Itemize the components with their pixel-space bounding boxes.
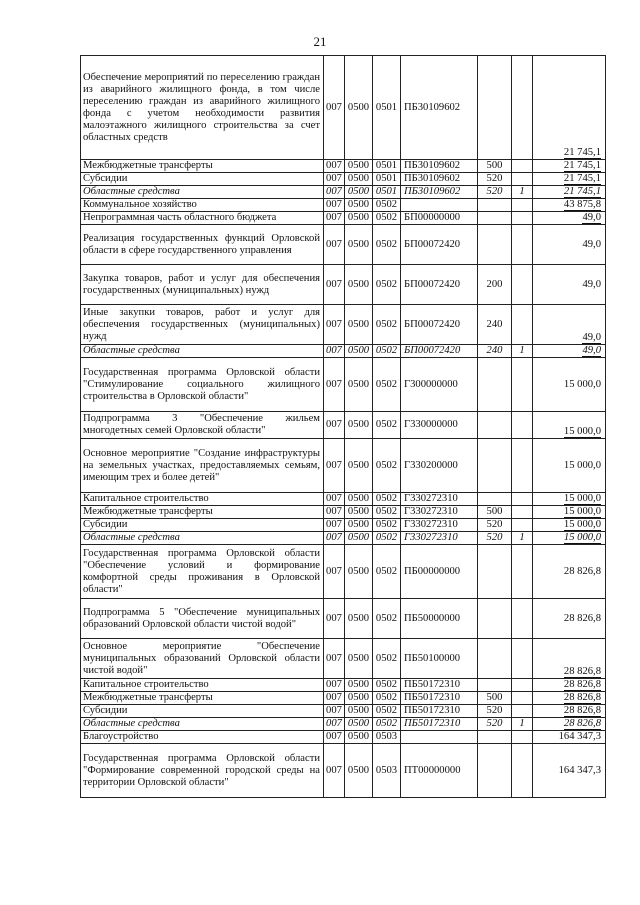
row-subsection-code: 0502 [373,599,401,639]
row-amount [533,56,606,160]
row-name: Межбюджетные трансферты [81,506,324,519]
row-expense-type [478,412,512,439]
table-body [81,56,606,798]
row-name: Коммунальное хозяйство [81,199,324,212]
amount-value: 21 745,1 [563,173,601,184]
row-fund-source [512,56,533,160]
row-expense-type [478,744,512,798]
row-section-code: 0500 [345,345,373,358]
row-expense-type: 240 [478,345,512,358]
row-name: Благоустройство [81,731,324,744]
table-row [81,692,606,705]
row-target-code: Г330272310 [401,506,478,519]
row-amount [533,506,606,519]
row-target-code: Г300000000 [401,358,478,412]
row-name: Обеспечение мероприятий по переселению граждан из аварийного жилищного фонда, в том числе переселению граждан из аварийного жилищного фонда с учетом необходимости развития малоэтажного жилищного строительства за счет областных средств [81,56,324,160]
row-amount [533,265,606,305]
table-row [81,532,606,545]
amount-value: 21 745,1 [563,186,601,197]
page-number: 21 [313,34,327,49]
row-target-code: ПБ50172310 [401,705,478,718]
row-fund-source [512,639,533,679]
row-amount [533,186,606,199]
row-amount [533,358,606,412]
amount-value: 49,0 [582,278,601,290]
row-expense-type [478,493,512,506]
row-subsection-code: 0502 [373,225,401,265]
amount-value: 15 000,0 [563,493,601,504]
row-name: Основное мероприятие "Создание инфраструктуры на земельных участках, предоставляемых семьям, имеющим трех и более детей" [81,439,324,493]
row-expense-type [478,545,512,599]
row-expense-type: 520 [478,173,512,186]
row-expense-type: 500 [478,692,512,705]
row-expense-type [478,731,512,744]
row-dept-code: 007 [324,519,345,532]
row-name: Субсидии [81,519,324,532]
row-target-code: ПБ30109602 [401,160,478,173]
table-row [81,186,606,199]
row-amount [533,545,606,599]
row-amount [533,160,606,173]
row-subsection-code: 0502 [373,545,401,599]
row-dept-code: 007 [324,692,345,705]
row-expense-type [478,199,512,212]
row-dept-code: 007 [324,412,345,439]
row-name: Подпрограмма 3 "Обеспечение жильем многодетных семей Орловской области" [81,412,324,439]
row-name: Государственная программа Орловской области "Формирование современной городской среды на территории Орловской области" [81,744,324,798]
row-dept-code: 007 [324,265,345,305]
row-target-code: ПБ50100000 [401,639,478,679]
row-amount [533,345,606,358]
row-subsection-code: 0503 [373,731,401,744]
row-section-code: 0500 [345,305,373,345]
amount-value: 28 826,8 [563,718,601,729]
row-target-code: Г330272310 [401,519,478,532]
row-expense-type: 200 [478,265,512,305]
row-amount [533,692,606,705]
row-fund-source [512,212,533,225]
row-subsection-code: 0501 [373,160,401,173]
row-expense-type [478,358,512,412]
row-target-code: БП00072420 [401,345,478,358]
row-dept-code: 007 [324,679,345,692]
amount-value: 164 347,3 [558,731,601,742]
row-section-code: 0500 [345,639,373,679]
row-dept-code: 007 [324,744,345,798]
table-row [81,639,606,679]
table-row [81,56,606,160]
amount-value: 15 000,0 [563,532,601,543]
row-name: Капитальное строительство [81,493,324,506]
budget-table [80,55,606,798]
row-amount [533,705,606,718]
row-target-code: ПБ30109602 [401,56,478,160]
row-amount [533,639,606,679]
row-expense-type: 500 [478,506,512,519]
table-row [81,493,606,506]
amount-value: 28 826,8 [563,679,601,690]
row-subsection-code: 0501 [373,173,401,186]
row-section-code: 0500 [345,186,373,199]
row-section-code: 0500 [345,679,373,692]
row-target-code: Г330272310 [401,532,478,545]
row-expense-type: 240 [478,305,512,345]
amount-value: 49,0 [582,345,601,356]
amount-value: 28 826,8 [563,612,601,624]
row-fund-source [512,599,533,639]
row-name: Основное мероприятие "Обеспечение муниципальных образований Орловской области чистой водой" [81,639,324,679]
amount-value: 28 826,8 [563,565,601,577]
row-subsection-code: 0502 [373,532,401,545]
row-section-code: 0500 [345,160,373,173]
row-section-code: 0500 [345,56,373,160]
table-row [81,439,606,493]
row-amount [533,532,606,545]
amount-value: 49,0 [582,212,601,223]
row-amount [533,679,606,692]
row-dept-code: 007 [324,639,345,679]
row-dept-code: 007 [324,186,345,199]
row-target-code: БП00072420 [401,305,478,345]
table-row [81,599,606,639]
row-fund-source: 1 [512,345,533,358]
row-subsection-code: 0502 [373,519,401,532]
row-dept-code: 007 [324,705,345,718]
row-amount [533,519,606,532]
row-dept-code: 007 [324,173,345,186]
row-section-code: 0500 [345,412,373,439]
row-expense-type [478,225,512,265]
row-expense-type [478,599,512,639]
row-section-code: 0500 [345,545,373,599]
row-subsection-code: 0502 [373,345,401,358]
row-amount [533,173,606,186]
row-name: Подпрограмма 5 "Обеспечение муниципальных образований Орловской области чистой водой" [81,599,324,639]
row-dept-code: 007 [324,225,345,265]
row-name: Областные средства [81,532,324,545]
amount-value: 49,0 [582,332,601,343]
amount-value: 15 000,0 [563,506,601,517]
row-section-code: 0500 [345,506,373,519]
table-row [81,545,606,599]
row-name: Закупка товаров, работ и услуг для обеспечения государственных (муниципальных) нужд [81,265,324,305]
row-amount [533,731,606,744]
amount-value: 28 826,8 [563,692,601,703]
table-row [81,345,606,358]
table-row [81,744,606,798]
row-amount [533,599,606,639]
amount-value: 28 826,8 [563,705,601,716]
row-fund-source [512,358,533,412]
row-subsection-code: 0502 [373,412,401,439]
row-amount [533,199,606,212]
amount-value: 15 000,0 [563,378,601,390]
row-amount [533,744,606,798]
row-subsection-code: 0502 [373,692,401,705]
row-expense-type: 520 [478,186,512,199]
row-name: Субсидии [81,705,324,718]
row-expense-type: 520 [478,519,512,532]
row-expense-type [478,639,512,679]
row-section-code: 0500 [345,599,373,639]
row-target-code: Г330200000 [401,439,478,493]
row-section-code: 0500 [345,692,373,705]
row-fund-source [512,493,533,506]
row-section-code: 0500 [345,439,373,493]
row-section-code: 0500 [345,493,373,506]
amount-value: 15 000,0 [563,426,601,437]
row-subsection-code: 0502 [373,305,401,345]
row-subsection-code: 0502 [373,199,401,212]
row-amount [533,412,606,439]
table-row [81,225,606,265]
row-fund-source [512,744,533,798]
row-expense-type [478,439,512,493]
row-section-code: 0500 [345,212,373,225]
row-dept-code: 007 [324,545,345,599]
row-name: Областные средства [81,186,324,199]
row-name: Реализация государственных функций Орловской области в сфере государственного управления [81,225,324,265]
amount-value: 21 745,1 [563,160,601,171]
row-target-code: ПБ30109602 [401,186,478,199]
row-fund-source [512,519,533,532]
row-expense-type [478,56,512,160]
row-name: Межбюджетные трансферты [81,692,324,705]
row-target-code [401,199,478,212]
row-fund-source [512,199,533,212]
row-fund-source [512,439,533,493]
row-subsection-code: 0502 [373,506,401,519]
row-fund-source [512,692,533,705]
row-subsection-code: 0501 [373,56,401,160]
row-target-code: ПБ50172310 [401,718,478,731]
row-expense-type: 500 [478,160,512,173]
amount-value: 43 875,8 [563,199,601,210]
row-target-code: ПБ30109602 [401,173,478,186]
table-row [81,705,606,718]
row-dept-code: 007 [324,439,345,493]
row-dept-code: 007 [324,506,345,519]
row-fund-source [512,506,533,519]
row-name: Капитальное строительство [81,679,324,692]
table-row [81,519,606,532]
table-row [81,718,606,731]
row-subsection-code: 0502 [373,265,401,305]
row-target-code: ПБ00000000 [401,545,478,599]
amount-value: 164 347,3 [558,764,601,776]
row-name: Государственная программа Орловской области "Стимулирование социального жилищного строительства в Орловской области" [81,358,324,412]
row-amount [533,305,606,345]
row-dept-code: 007 [324,160,345,173]
row-fund-source: 1 [512,718,533,731]
row-expense-type: 520 [478,705,512,718]
table-row [81,358,606,412]
row-name: Межбюджетные трансферты [81,160,324,173]
row-expense-type [478,212,512,225]
row-amount [533,439,606,493]
row-name: Субсидии [81,173,324,186]
table-row [81,199,606,212]
row-subsection-code: 0502 [373,679,401,692]
table-row [81,731,606,744]
row-section-code: 0500 [345,173,373,186]
row-expense-type: 520 [478,532,512,545]
row-section-code: 0500 [345,199,373,212]
row-target-code: ПТ00000000 [401,744,478,798]
row-subsection-code: 0502 [373,439,401,493]
row-subsection-code: 0502 [373,493,401,506]
table-row [81,265,606,305]
row-name: Областные средства [81,718,324,731]
row-dept-code: 007 [324,345,345,358]
row-fund-source [512,265,533,305]
row-section-code: 0500 [345,744,373,798]
row-fund-source [512,412,533,439]
table-row [81,160,606,173]
table-row [81,173,606,186]
amount-value: 15 000,0 [563,459,601,471]
row-target-code [401,731,478,744]
row-target-code: Г330000000 [401,412,478,439]
row-fund-source: 1 [512,532,533,545]
row-dept-code: 007 [324,731,345,744]
row-amount [533,718,606,731]
row-name: Областные средства [81,345,324,358]
row-subsection-code: 0503 [373,744,401,798]
row-expense-type [478,679,512,692]
row-subsection-code: 0502 [373,639,401,679]
row-dept-code: 007 [324,212,345,225]
row-dept-code: 007 [324,305,345,345]
row-dept-code: 007 [324,358,345,412]
row-section-code: 0500 [345,265,373,305]
row-dept-code: 007 [324,599,345,639]
row-amount [533,225,606,265]
row-name: Государственная программа Орловской области "Обеспечение условий и формирование комфортной среды проживания в Орловской области" [81,545,324,599]
row-name: Иные закупки товаров, работ и услуг для обеспечения государственных (муниципальных) нужд [81,305,324,345]
amount-value: 21 745,1 [563,147,601,158]
row-fund-source [512,545,533,599]
row-dept-code: 007 [324,532,345,545]
row-fund-source [512,705,533,718]
row-fund-source [512,160,533,173]
row-amount [533,493,606,506]
table-row [81,305,606,345]
row-subsection-code: 0502 [373,705,401,718]
row-fund-source: 1 [512,186,533,199]
row-target-code: БП00000000 [401,212,478,225]
row-amount [533,212,606,225]
row-dept-code: 007 [324,56,345,160]
row-fund-source [512,679,533,692]
amount-value: 15 000,0 [563,519,601,530]
table-row [81,679,606,692]
row-name: Непрограммная часть областного бюджета [81,212,324,225]
amount-value: 28 826,8 [563,666,601,677]
table-row [81,212,606,225]
row-section-code: 0500 [345,532,373,545]
row-subsection-code: 0502 [373,212,401,225]
row-fund-source [512,305,533,345]
row-target-code: Г330272310 [401,493,478,506]
table-row [81,506,606,519]
row-section-code: 0500 [345,225,373,265]
row-fund-source [512,225,533,265]
row-target-code: БП00072420 [401,265,478,305]
row-target-code: БП00072420 [401,225,478,265]
row-dept-code: 007 [324,718,345,731]
row-section-code: 0500 [345,705,373,718]
row-subsection-code: 0501 [373,186,401,199]
amount-value: 49,0 [582,238,601,250]
row-subsection-code: 0502 [373,358,401,412]
row-subsection-code: 0502 [373,718,401,731]
row-section-code: 0500 [345,731,373,744]
row-section-code: 0500 [345,718,373,731]
table-row [81,412,606,439]
row-fund-source [512,731,533,744]
row-target-code: ПБ50172310 [401,679,478,692]
row-section-code: 0500 [345,519,373,532]
row-section-code: 0500 [345,358,373,412]
row-target-code: ПБ50000000 [401,599,478,639]
row-dept-code: 007 [324,199,345,212]
row-dept-code: 007 [324,493,345,506]
row-fund-source [512,173,533,186]
row-target-code: ПБ50172310 [401,692,478,705]
row-expense-type: 520 [478,718,512,731]
